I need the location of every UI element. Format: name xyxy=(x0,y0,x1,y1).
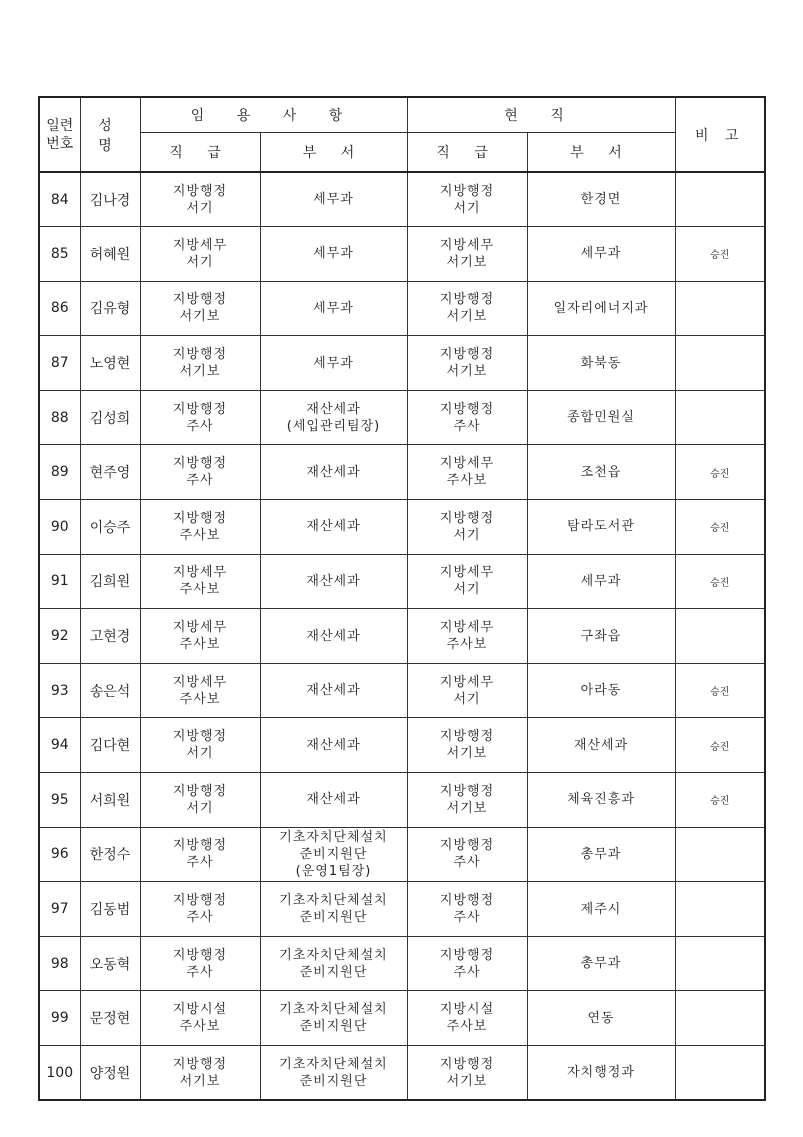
table-row xyxy=(39,172,765,227)
header-serial: 일련 번호 xyxy=(39,97,80,172)
current-rank: 지방행정 서기보 xyxy=(407,336,527,391)
current-dept: 총무과 xyxy=(527,936,675,991)
current-dept: 일자리에너지과 xyxy=(527,281,675,336)
current-dept: 자치행정과 xyxy=(527,1046,675,1101)
current-rank: 지방행정 주사 xyxy=(407,882,527,937)
table-row xyxy=(39,663,765,718)
serial-number: 85 xyxy=(39,227,80,282)
table-row xyxy=(39,445,765,500)
person-name: 김다현 xyxy=(80,718,140,773)
appointment-rank: 지방행정 주사 xyxy=(140,827,260,882)
note-cell xyxy=(675,281,765,336)
appointment-rank: 지방행정 서기 xyxy=(140,172,260,227)
appointment-rank: 지방행정 주사 xyxy=(140,445,260,500)
current-dept: 세무과 xyxy=(527,227,675,282)
appointment-rank: 지방행정 서기 xyxy=(140,773,260,828)
note-cell: 승진 xyxy=(675,445,765,500)
appointment-dept: 기초자치단체설치 준비지원단 xyxy=(260,882,407,937)
current-dept: 체육진흥과 xyxy=(527,773,675,828)
current-dept: 제주시 xyxy=(527,882,675,937)
person-name: 김유형 xyxy=(80,281,140,336)
serial-number: 86 xyxy=(39,281,80,336)
personnel-table xyxy=(38,96,766,1101)
appointment-rank: 지방행정 서기보 xyxy=(140,336,260,391)
header-appointment: 임 용 사 항 xyxy=(140,97,407,133)
note-cell xyxy=(675,991,765,1046)
current-rank: 지방세무 서기보 xyxy=(407,227,527,282)
header-rank-appointment: 직 급 xyxy=(140,133,260,173)
note-cell: 승진 xyxy=(675,773,765,828)
table-row xyxy=(39,336,765,391)
header-current: 현 직 xyxy=(407,97,675,133)
current-dept: 재산세과 xyxy=(527,718,675,773)
table-row xyxy=(39,773,765,828)
appointment-dept: 재산세과 xyxy=(260,445,407,500)
person-name: 김동범 xyxy=(80,882,140,937)
appointment-dept: 세무과 xyxy=(260,336,407,391)
header-dept-current: 부 서 xyxy=(527,133,675,173)
current-dept: 조천읍 xyxy=(527,445,675,500)
table-row xyxy=(39,936,765,991)
note-cell: 승진 xyxy=(675,227,765,282)
table-row xyxy=(39,281,765,336)
person-name: 김성희 xyxy=(80,390,140,445)
person-name: 한정수 xyxy=(80,827,140,882)
table-row xyxy=(39,390,765,445)
person-name: 김나경 xyxy=(80,172,140,227)
current-dept: 화북동 xyxy=(527,336,675,391)
appointment-rank: 지방행정 주사 xyxy=(140,936,260,991)
serial-number: 84 xyxy=(39,172,80,227)
note-cell xyxy=(675,172,765,227)
appointment-dept: 기초자치단체설치 준비지원단 xyxy=(260,936,407,991)
appointment-dept: 세무과 xyxy=(260,172,407,227)
person-name: 고현경 xyxy=(80,609,140,664)
note-cell xyxy=(675,336,765,391)
header-rank-current: 직 급 xyxy=(407,133,527,173)
serial-number: 98 xyxy=(39,936,80,991)
appointment-dept: 재산세과 xyxy=(260,609,407,664)
appointment-rank: 지방시설 주사보 xyxy=(140,991,260,1046)
current-dept: 한경면 xyxy=(527,172,675,227)
note-cell xyxy=(675,827,765,882)
current-rank: 지방행정 서기보 xyxy=(407,718,527,773)
serial-number: 89 xyxy=(39,445,80,500)
person-name: 서희원 xyxy=(80,773,140,828)
appointment-rank: 지방행정 주사 xyxy=(140,390,260,445)
header-row-top xyxy=(39,97,765,133)
current-rank: 지방행정 서기보 xyxy=(407,773,527,828)
table-row xyxy=(39,882,765,937)
note-cell xyxy=(675,936,765,991)
note-cell: 승진 xyxy=(675,718,765,773)
current-dept: 연동 xyxy=(527,991,675,1046)
appointment-rank: 지방행정 서기보 xyxy=(140,281,260,336)
appointment-dept: 재산세과 xyxy=(260,663,407,718)
note-cell: 승진 xyxy=(675,663,765,718)
serial-number: 99 xyxy=(39,991,80,1046)
appointment-dept: 재산세과 xyxy=(260,500,407,555)
person-name: 현주영 xyxy=(80,445,140,500)
appointment-dept: 재산세과 xyxy=(260,554,407,609)
current-dept: 구좌읍 xyxy=(527,609,675,664)
note-cell xyxy=(675,390,765,445)
current-dept: 총무과 xyxy=(527,827,675,882)
current-dept: 탐라도서관 xyxy=(527,500,675,555)
serial-number: 95 xyxy=(39,773,80,828)
serial-number: 90 xyxy=(39,500,80,555)
header-row-sub xyxy=(39,133,765,173)
appointment-rank: 지방행정 주사보 xyxy=(140,500,260,555)
appointment-dept: 세무과 xyxy=(260,281,407,336)
serial-number: 94 xyxy=(39,718,80,773)
appointment-dept: 기초자치단체설치 준비지원단 xyxy=(260,991,407,1046)
serial-number: 88 xyxy=(39,390,80,445)
header-note: 비 고 xyxy=(675,97,765,172)
current-rank: 지방세무 서기 xyxy=(407,663,527,718)
table-row xyxy=(39,718,765,773)
current-rank: 지방행정 주사 xyxy=(407,827,527,882)
table-row xyxy=(39,991,765,1046)
serial-number: 96 xyxy=(39,827,80,882)
serial-number: 93 xyxy=(39,663,80,718)
person-name: 송은석 xyxy=(80,663,140,718)
current-rank: 지방행정 주사 xyxy=(407,936,527,991)
appointment-rank: 지방세무 주사보 xyxy=(140,554,260,609)
serial-number: 92 xyxy=(39,609,80,664)
appointment-rank: 지방행정 주사 xyxy=(140,882,260,937)
serial-number: 97 xyxy=(39,882,80,937)
appointment-rank: 지방행정 서기 xyxy=(140,718,260,773)
current-dept: 세무과 xyxy=(527,554,675,609)
current-dept: 종합민원실 xyxy=(527,390,675,445)
appointment-dept: 재산세과 xyxy=(260,718,407,773)
person-name: 양정원 xyxy=(80,1046,140,1101)
note-cell: 승진 xyxy=(675,500,765,555)
table-row xyxy=(39,227,765,282)
table-row xyxy=(39,609,765,664)
table-row xyxy=(39,827,765,882)
note-cell xyxy=(675,1046,765,1101)
header-name: 성 명 xyxy=(80,97,140,172)
serial-number: 100 xyxy=(39,1046,80,1101)
serial-number: 91 xyxy=(39,554,80,609)
current-rank: 지방시설 주사보 xyxy=(407,991,527,1046)
person-name: 오동혁 xyxy=(80,936,140,991)
current-rank: 지방행정 서기보 xyxy=(407,281,527,336)
current-dept: 아라동 xyxy=(527,663,675,718)
appointment-dept: 재산세과 (세입관리팀장) xyxy=(260,390,407,445)
current-rank: 지방행정 서기보 xyxy=(407,1046,527,1101)
table-row xyxy=(39,1046,765,1101)
current-rank: 지방행정 서기 xyxy=(407,500,527,555)
serial-number: 87 xyxy=(39,336,80,391)
appointment-rank: 지방세무 주사보 xyxy=(140,609,260,664)
current-rank: 지방세무 주사보 xyxy=(407,609,527,664)
table-row xyxy=(39,500,765,555)
current-rank: 지방행정 주사 xyxy=(407,390,527,445)
person-name: 이승주 xyxy=(80,500,140,555)
appointment-dept: 기초자치단체설치 준비지원단 (운영1팀장) xyxy=(260,827,407,882)
person-name: 노영현 xyxy=(80,336,140,391)
appointment-dept: 세무과 xyxy=(260,227,407,282)
current-rank: 지방세무 서기 xyxy=(407,554,527,609)
note-cell: 승진 xyxy=(675,554,765,609)
appointment-rank: 지방세무 주사보 xyxy=(140,663,260,718)
table-row xyxy=(39,554,765,609)
appointment-rank: 지방세무 서기 xyxy=(140,227,260,282)
note-cell xyxy=(675,609,765,664)
person-name: 문정현 xyxy=(80,991,140,1046)
current-rank: 지방세무 주사보 xyxy=(407,445,527,500)
appointment-dept: 재산세과 xyxy=(260,773,407,828)
person-name: 김희원 xyxy=(80,554,140,609)
note-cell xyxy=(675,882,765,937)
appointment-rank: 지방행정 서기보 xyxy=(140,1046,260,1101)
current-rank: 지방행정 서기 xyxy=(407,172,527,227)
person-name: 허혜원 xyxy=(80,227,140,282)
appointment-dept: 기초자치단체설치 준비지원단 xyxy=(260,1046,407,1101)
header-dept-appointment: 부 서 xyxy=(260,133,407,173)
